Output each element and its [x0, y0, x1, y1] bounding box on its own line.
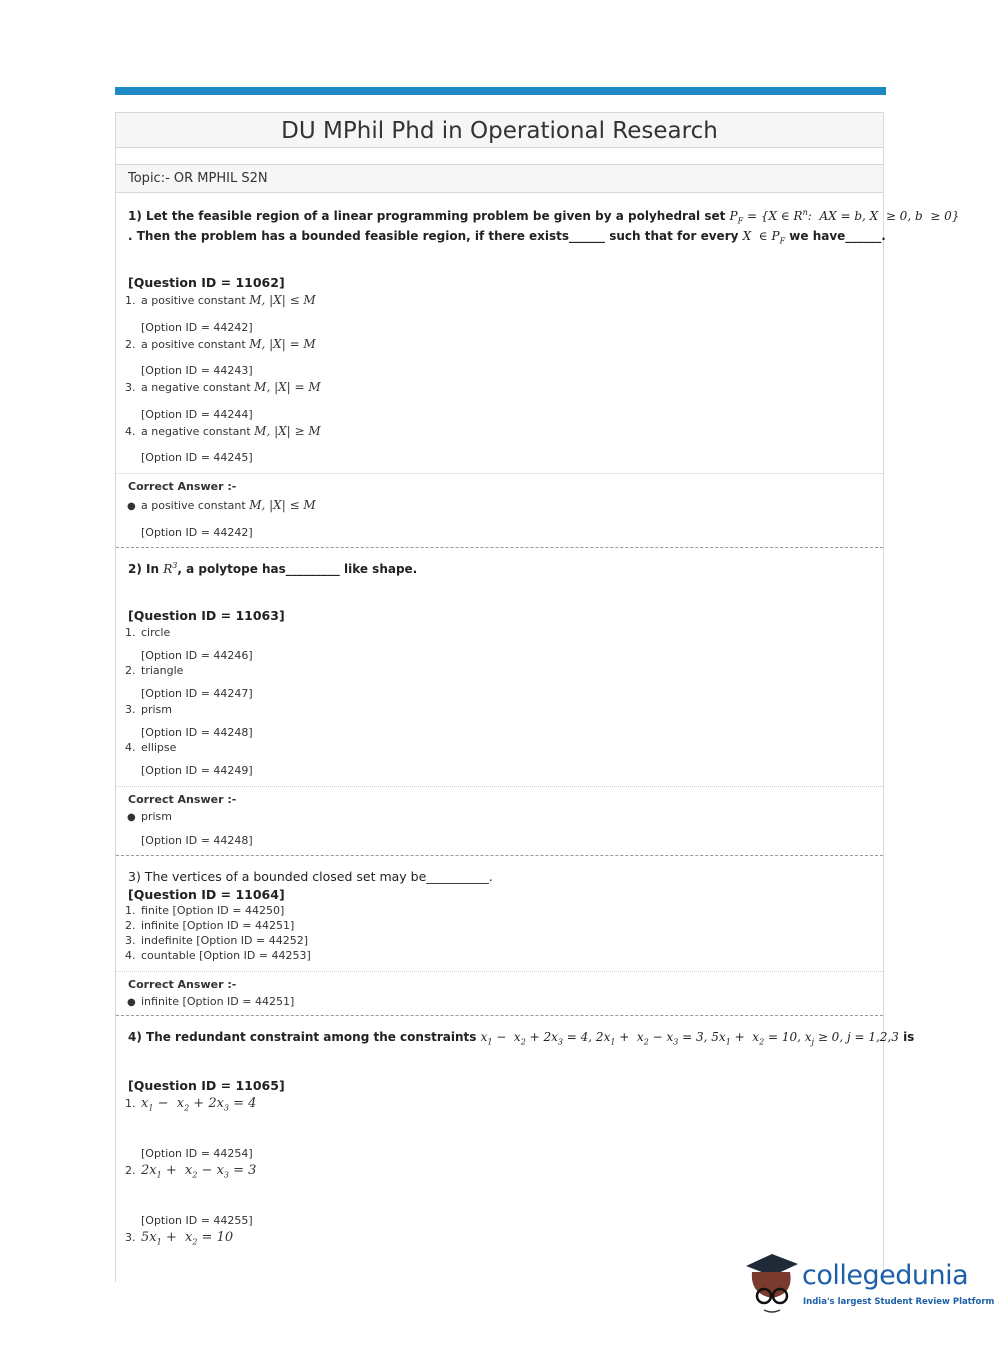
- question-1-id: [Question ID = 11062]: [128, 275, 285, 290]
- page-title: DU MPhil Phd in Operational Research: [116, 112, 883, 148]
- q1-option-1-id: [Option ID = 44242]: [141, 321, 253, 334]
- q1-option-2-id: [Option ID = 44243]: [141, 364, 253, 377]
- q2-option-4-id: [Option ID = 44249]: [141, 764, 253, 777]
- bullet-icon: ●: [127, 812, 136, 823]
- bullet-icon: ●: [127, 501, 136, 512]
- q1-polyhedral-set-formula: $P_F = \{X$ ∈ $R^n$: AX = b, X ≥ 0, b ≥ 0}: [729, 208, 960, 226]
- q1-option-2[interactable]: 2. a positive constant M, |X| = M: [125, 337, 316, 351]
- q3-correct-answer: ● infinite [Option ID = 44251]: [127, 995, 295, 1008]
- q2-option-2-id: [Option ID = 44247]: [141, 687, 253, 700]
- question-separator: [116, 855, 883, 856]
- q2-option-3[interactable]: 3. prism: [125, 703, 173, 716]
- question-1-text: 1) Let the feasible region of a linear programming problem be given by a polyhedral set $P_F = \{X$ ∈ $R^n$: AX = b, X ≥ 0, b ≥ 0}: [128, 208, 960, 226]
- q2-option-3-id: [Option ID = 44248]: [141, 726, 253, 739]
- q2-option-1[interactable]: 1. circle: [125, 626, 171, 639]
- question-4-id: [Question ID = 11065]: [128, 1078, 285, 1093]
- q3-option-3[interactable]: 3. indefinite [Option ID = 44252]: [125, 934, 309, 947]
- q1-correct-answer: ● a positive constant M, |X| ≤ M: [127, 498, 316, 512]
- q2-option-1-id: [Option ID = 44246]: [141, 649, 253, 662]
- q1-correct-answer-id: [Option ID = 44242]: [141, 526, 253, 539]
- divider: [116, 786, 883, 787]
- bullet-icon: ●: [127, 997, 136, 1008]
- q4-option-2[interactable]: 2. $2x_1 + x_2 - x_3 = 3$: [125, 1163, 257, 1180]
- q2-correct-answer-label: Correct Answer :-: [128, 793, 237, 806]
- question-2-id: [Question ID = 11063]: [128, 608, 285, 623]
- q1-set-membership: X ∈ $P_F$: [742, 229, 786, 246]
- divider: [116, 971, 883, 972]
- q3-option-1[interactable]: 1. finite [Option ID = 44250]: [125, 904, 285, 917]
- q2-correct-answer: ● prism: [127, 810, 173, 823]
- q4-constraints-formula: $x_1 - x_2 + 2x_3 = 4$, $2x_1 + x_2 - x_3 = 3$, $5x_1 + x_2 = 10$, $x_j \ge 0$, j = 1,2,3: [480, 1030, 899, 1047]
- topic-label: Topic:- OR MPHIL S2N: [116, 164, 883, 193]
- q2-r3-symbol: $R^3$: [163, 561, 178, 576]
- q1-option-4[interactable]: 4. a negative constant M, |X| ≥ M: [125, 424, 321, 438]
- q1-option-3[interactable]: 3. a negative constant M, |X| = M: [125, 380, 321, 394]
- logo-tagline: India's largest Student Review Platform: [803, 1297, 995, 1307]
- question-1-text-cont: . Then the problem has a bounded feasible region, if there exists______ such that for every X ∈ $P_F$ we have______.: [128, 229, 886, 246]
- mascot-icon: [742, 1250, 802, 1320]
- q4-option-1[interactable]: 1. $x_1 - x_2 + 2x_3 = 4$: [125, 1096, 257, 1113]
- q1-correct-answer-label: Correct Answer :-: [128, 480, 237, 493]
- q4-option-3[interactable]: 3. $5x_1 + x_2 = 10$: [125, 1230, 234, 1247]
- q2-correct-answer-id: [Option ID = 44248]: [141, 834, 253, 847]
- q1-option-3-id: [Option ID = 44244]: [141, 408, 253, 421]
- question-4-text: 4) The redundant constraint among the constraints $x_1 - x_2 + 2x_3 = 4$, $2x_1 + x_2 - x_3 = 3$, $5x_1 + x_2 = 10$, $x_j \ge 0$, j = 1,2,3 is: [128, 1030, 915, 1047]
- q2-option-2[interactable]: 2. triangle: [125, 664, 184, 677]
- q3-correct-answer-label: Correct Answer :-: [128, 978, 237, 991]
- top-accent-bar: [115, 87, 886, 95]
- question-separator: [116, 1015, 883, 1016]
- divider: [116, 473, 883, 474]
- q4-option-1-id: [Option ID = 44254]: [141, 1147, 253, 1160]
- question-3-text: 3) The vertices of a bounded closed set may be__________.: [128, 869, 493, 884]
- logo-wordmark: collegedunia: [802, 1260, 969, 1291]
- q1-option-4-id: [Option ID = 44245]: [141, 451, 253, 464]
- q3-option-4[interactable]: 4. countable [Option ID = 44253]: [125, 949, 311, 962]
- q4-option-2-id: [Option ID = 44255]: [141, 1214, 253, 1227]
- q1-option-1[interactable]: 1. a positive constant M, |X| ≤ M: [125, 293, 316, 307]
- q3-option-2[interactable]: 2. infinite [Option ID = 44251]: [125, 919, 295, 932]
- question-3-id: [Question ID = 11064]: [128, 887, 285, 902]
- q2-option-4[interactable]: 4. ellipse: [125, 741, 177, 754]
- collegedunia-logo[interactable]: [742, 1250, 995, 1320]
- question-2-text: 2) In $R^3$, a polytope has_________ like shape.: [128, 561, 418, 576]
- question-separator: [116, 547, 883, 548]
